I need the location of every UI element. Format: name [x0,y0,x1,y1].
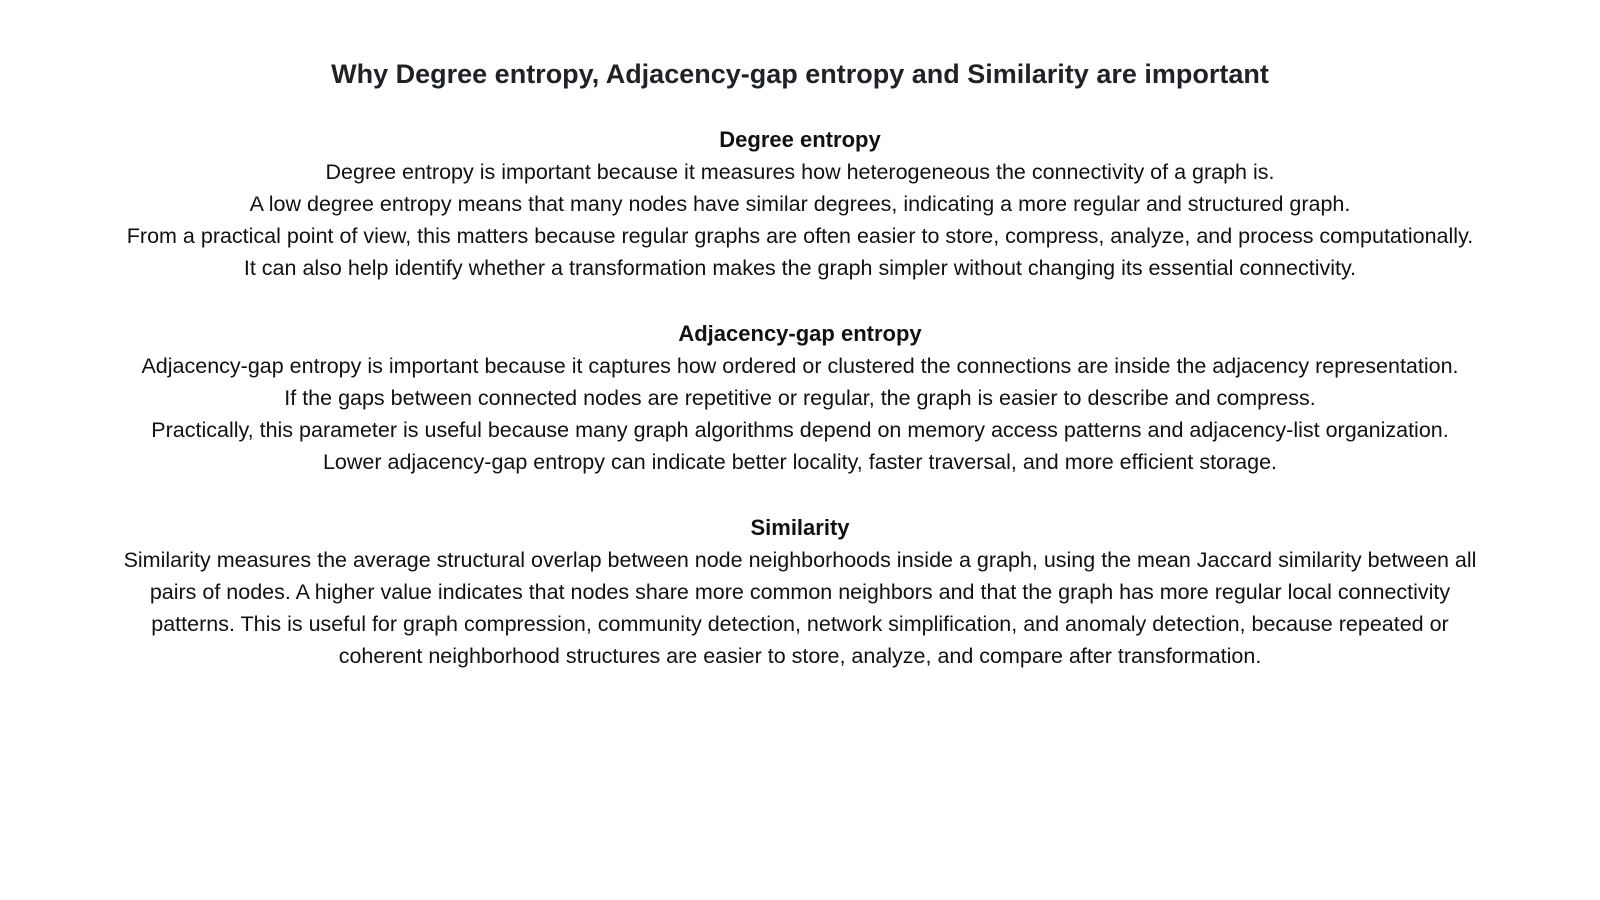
section-heading: Similarity [750,515,850,540]
paragraph-line: Degree entropy is important because it measures how heterogeneous the connectivity of a graph is. [325,160,1275,184]
section-heading: Degree entropy [719,127,881,152]
paragraph-line: A low degree entropy means that many nodes have similar degrees, indicating a more regular and structured graph. [249,192,1351,216]
paragraph-line: From a practical point of view, this matters because regular graphs are often easier to store, compress, analyze, and process computationally. [126,224,1474,248]
slide-title: Why Degree entropy, Adjacency-gap entropy and Similarity are important [331,59,1269,89]
section-degree-entropy [20,124,1580,284]
paragraph-line: patterns. This is useful for graph compression, community detection, network simplification, and anomaly detection, because repeated or [151,612,1449,636]
paragraph-line: Similarity measures the average structural overlap between node neighborhoods inside a graph, using the mean Jaccard similarity between all [123,548,1477,572]
paragraph-line: Practically, this parameter is useful because many graph algorithms depend on memory access patterns and adjacency-list organization. [151,418,1449,442]
section-similarity [20,512,1580,672]
paragraph-line: If the gaps between connected nodes are repetitive or regular, the graph is easier to describe and compress. [284,386,1316,410]
paragraph-line: Lower adjacency-gap entropy can indicate better locality, faster traversal, and more efficient storage. [322,450,1278,474]
paragraph-line: coherent neighborhood structures are easier to store, analyze, and compare after transformation. [338,644,1262,668]
paragraph-line: pairs of nodes. A higher value indicates that nodes share more common neighbors and that the graph has more regular local connectivity [149,580,1451,604]
paragraph-line: It can also help identify whether a transformation makes the graph simpler without changing its essential connectivity. [243,256,1357,280]
paragraph-line: Adjacency-gap entropy is important because it captures how ordered or clustered the connections are inside the adjacency representation. [141,354,1459,378]
section-adjacency-gap-entropy [20,318,1580,478]
section-heading: Adjacency-gap entropy [678,321,922,346]
